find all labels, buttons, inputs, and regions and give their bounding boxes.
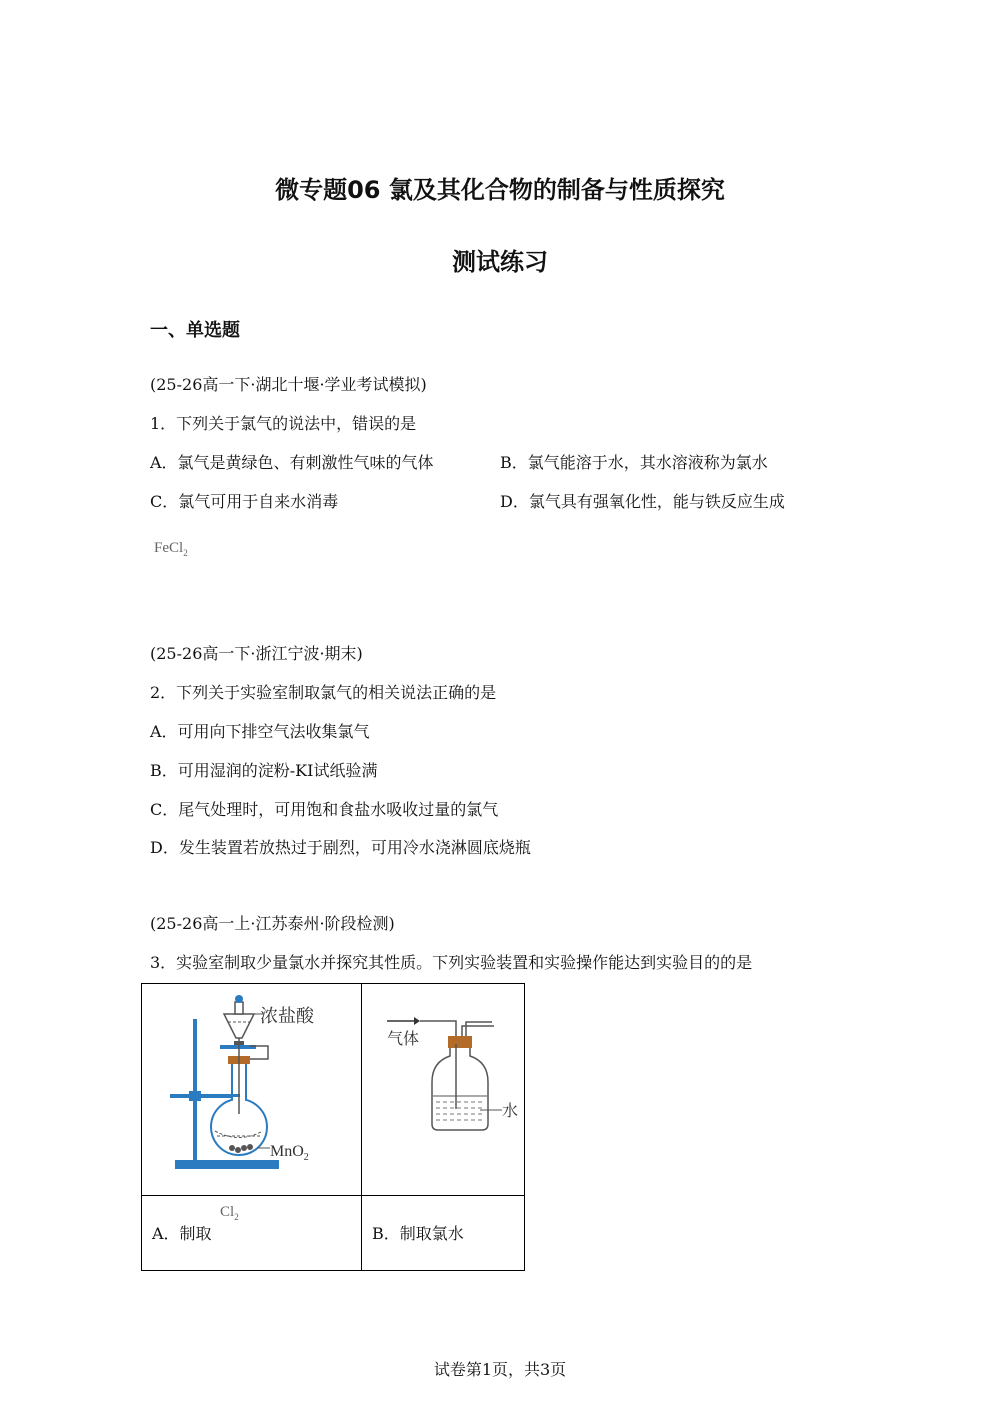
gas-washing-bottle-diagram	[362, 984, 524, 1191]
label-conc-hcl: 浓盐酸	[260, 1006, 314, 1026]
q2-option-a: A．可用向下排空气法收集氯气	[150, 722, 370, 741]
q3-option-b: B．制取氯水	[372, 1224, 464, 1243]
label-gas: 气体	[387, 1031, 420, 1048]
q1-source: (25-26高一下·湖北十堰·学业考试模拟)	[150, 375, 427, 394]
q3-option-a-formula: $Cl_2$	[220, 1204, 239, 1222]
page-subtitle: 测试练习	[452, 248, 548, 276]
q3-options-table	[141, 983, 525, 1271]
q2-option-d: D．发生装置若放热过于剧烈，可用冷水浇淋圆底烧瓶	[150, 838, 531, 857]
q1-option-b: B．氯气能溶于水，其水溶液称为氯水	[500, 453, 768, 472]
q2-stem: 2．下列关于实验室制取氯气的相关说法正确的是	[150, 683, 497, 702]
q1-option-d: D．氯气具有强氧化性，能与铁反应生成	[500, 492, 785, 511]
page-title: 微专题06 氯及其化合物的制备与性质探究	[275, 176, 725, 204]
label-water: 水	[502, 1103, 519, 1120]
q3-stem: 3．实验室制取少量氯水并探究其性质。下列实验装置和实验操作能达到实验目的的是	[150, 953, 753, 972]
q1-option-d-formula: FeCl$_2$	[154, 540, 188, 558]
q2-option-c: C．尾气处理时，可用饱和食盐水吸收过量的氯气	[150, 800, 499, 819]
clamp-arm	[170, 1094, 240, 1098]
q2-source: (25-26高一下·浙江宁波·期末)	[150, 644, 363, 663]
stand-rod	[193, 1019, 197, 1161]
q1-option-a: A．氯气是黄绿色、有刺激性气味的气体	[150, 453, 434, 472]
q3-figure-a-cell	[142, 984, 362, 1196]
label-mno2: MnO$_2$	[270, 1143, 309, 1163]
page-footer: 试卷第1页，共3页	[433, 1360, 567, 1379]
q3-source: (25-26高一上·江苏泰州·阶段检测)	[150, 914, 395, 933]
q1-stem: 1．下列关于氯气的说法中，错误的是	[150, 414, 417, 433]
q1-option-c: C．氯气可用于自来水消毒	[150, 492, 339, 511]
q3-figure-b-cell	[362, 984, 525, 1196]
section-heading: 一、单选题	[150, 320, 240, 341]
q3-option-a-cell	[142, 1196, 362, 1271]
washing-bottle	[432, 1048, 488, 1130]
q3-option-b-cell	[362, 1196, 525, 1271]
stand-base	[175, 1160, 279, 1169]
q2-option-b: B．可用湿润的淀粉-KI试纸验满	[150, 761, 378, 780]
q3-option-a: A．制取	[152, 1224, 212, 1243]
bottle-stopper	[448, 1036, 472, 1048]
chlorine-generator-diagram	[142, 984, 361, 1191]
separatory-funnel	[224, 1014, 254, 1038]
